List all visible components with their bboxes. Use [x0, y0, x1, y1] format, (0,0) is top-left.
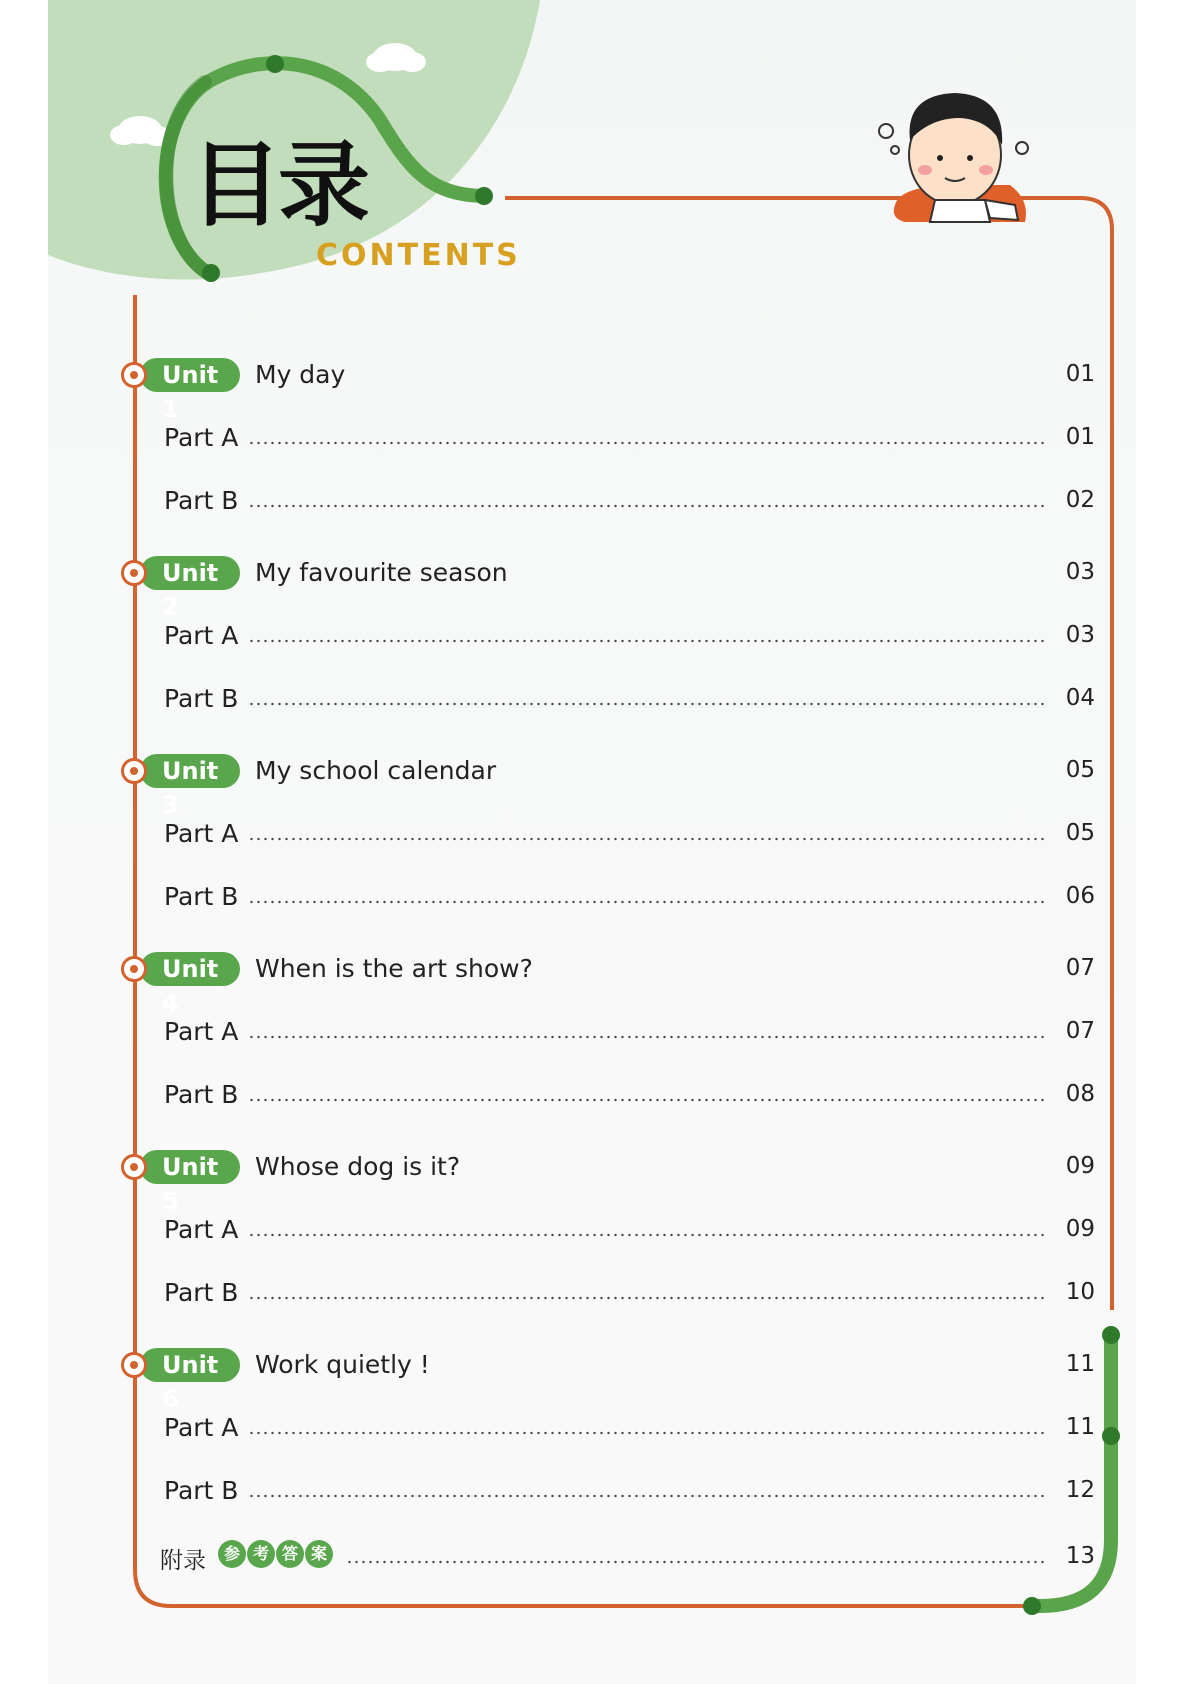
unit-row[interactable]	[0, 754, 1191, 819]
dot-leader	[248, 1035, 1048, 1039]
part-label: Part A	[164, 423, 239, 452]
page-number: 02	[1065, 487, 1095, 513]
unit-title: Whose dog is it?	[255, 1152, 461, 1181]
page-number: 05	[1065, 820, 1095, 846]
page-number: 01	[1065, 424, 1095, 450]
part-label: Part B	[164, 882, 239, 911]
part-row[interactable]	[0, 880, 1191, 920]
dot-leader	[248, 441, 1048, 445]
part-label: Part A	[164, 1017, 239, 1046]
unit-title: My favourite season	[255, 558, 508, 587]
part-label: Part B	[164, 684, 239, 713]
part-row[interactable]	[0, 1078, 1191, 1118]
dot-leader	[248, 639, 1048, 643]
page-number: 10	[1065, 1279, 1095, 1305]
target-bullet-icon	[121, 1154, 147, 1180]
appendix-row[interactable]	[0, 1540, 1191, 1580]
part-label: Part A	[164, 1413, 239, 1442]
answer-key-badge: 案	[305, 1540, 333, 1568]
page-number: 04	[1065, 685, 1095, 711]
dot-leader	[248, 900, 1048, 904]
dot-leader	[248, 1233, 1048, 1237]
target-bullet-icon	[121, 362, 147, 388]
unit-row[interactable]	[0, 952, 1191, 1017]
page-number: 11	[1065, 1414, 1095, 1440]
part-label: Part B	[164, 1476, 239, 1505]
unit-row[interactable]	[0, 1150, 1191, 1215]
dot-leader	[346, 1560, 1046, 1564]
unit-tag: Unit 5	[140, 1150, 240, 1184]
dot-leader	[248, 1431, 1048, 1435]
part-row[interactable]	[0, 1411, 1191, 1451]
part-row[interactable]	[0, 1015, 1191, 1055]
answer-key-badge: 答	[276, 1540, 304, 1568]
page-number: 12	[1065, 1477, 1095, 1503]
page-title: 目录	[190, 132, 367, 239]
page-subtitle: CONTENTS	[316, 238, 521, 273]
page-number: 03	[1065, 559, 1095, 585]
unit-row[interactable]	[0, 556, 1191, 621]
part-label: Part A	[164, 621, 239, 650]
unit-title: My day	[255, 360, 346, 389]
part-label: Part B	[164, 1278, 239, 1307]
page-number: 07	[1065, 1018, 1095, 1044]
part-label: Part B	[164, 486, 239, 515]
part-row[interactable]	[0, 484, 1191, 524]
page-number: 03	[1065, 622, 1095, 648]
target-bullet-icon	[121, 758, 147, 784]
target-bullet-icon	[121, 956, 147, 982]
unit-tag: Unit 1	[140, 358, 240, 392]
page-number: 11	[1065, 1351, 1095, 1377]
dot-leader	[248, 1494, 1048, 1498]
answer-key-badges	[218, 1540, 334, 1568]
target-bullet-icon	[121, 1352, 147, 1378]
part-row[interactable]	[0, 817, 1191, 857]
unit-row[interactable]	[0, 1348, 1191, 1413]
part-row[interactable]	[0, 1213, 1191, 1253]
page-number: 09	[1065, 1153, 1095, 1179]
dot-leader	[248, 837, 1048, 841]
part-row[interactable]	[0, 1474, 1191, 1514]
part-label: Part B	[164, 1080, 239, 1109]
part-row[interactable]	[0, 1276, 1191, 1316]
answer-key-badge: 参	[218, 1540, 246, 1568]
dot-leader	[248, 1098, 1048, 1102]
unit-title: Work quietly !	[255, 1350, 430, 1379]
part-row[interactable]	[0, 421, 1191, 461]
unit-tag: Unit 2	[140, 556, 240, 590]
dot-leader	[248, 504, 1048, 508]
page-number: 08	[1065, 1081, 1095, 1107]
page-number: 05	[1065, 757, 1095, 783]
unit-tag: Unit 4	[140, 952, 240, 986]
unit-title: When is the art show?	[255, 954, 533, 983]
page-number: 09	[1065, 1216, 1095, 1242]
part-label: Part A	[164, 819, 239, 848]
part-row[interactable]	[0, 619, 1191, 659]
part-label: Part A	[164, 1215, 239, 1244]
dot-leader	[248, 702, 1048, 706]
unit-row[interactable]	[0, 358, 1191, 423]
answer-key-badge: 考	[247, 1540, 275, 1568]
boy-reading-illustration	[879, 93, 1028, 222]
page-number: 07	[1065, 955, 1095, 981]
target-bullet-icon	[121, 560, 147, 586]
page-number: 01	[1065, 361, 1095, 387]
dot-leader	[248, 1296, 1048, 1300]
unit-tag: Unit 3	[140, 754, 240, 788]
unit-tag: Unit 6	[140, 1348, 240, 1382]
unit-title: My school calendar	[255, 756, 497, 785]
page-number: 06	[1065, 883, 1095, 909]
part-row[interactable]	[0, 682, 1191, 722]
page-number: 13	[1065, 1543, 1095, 1569]
appendix-label: 附录	[160, 1548, 206, 1574]
